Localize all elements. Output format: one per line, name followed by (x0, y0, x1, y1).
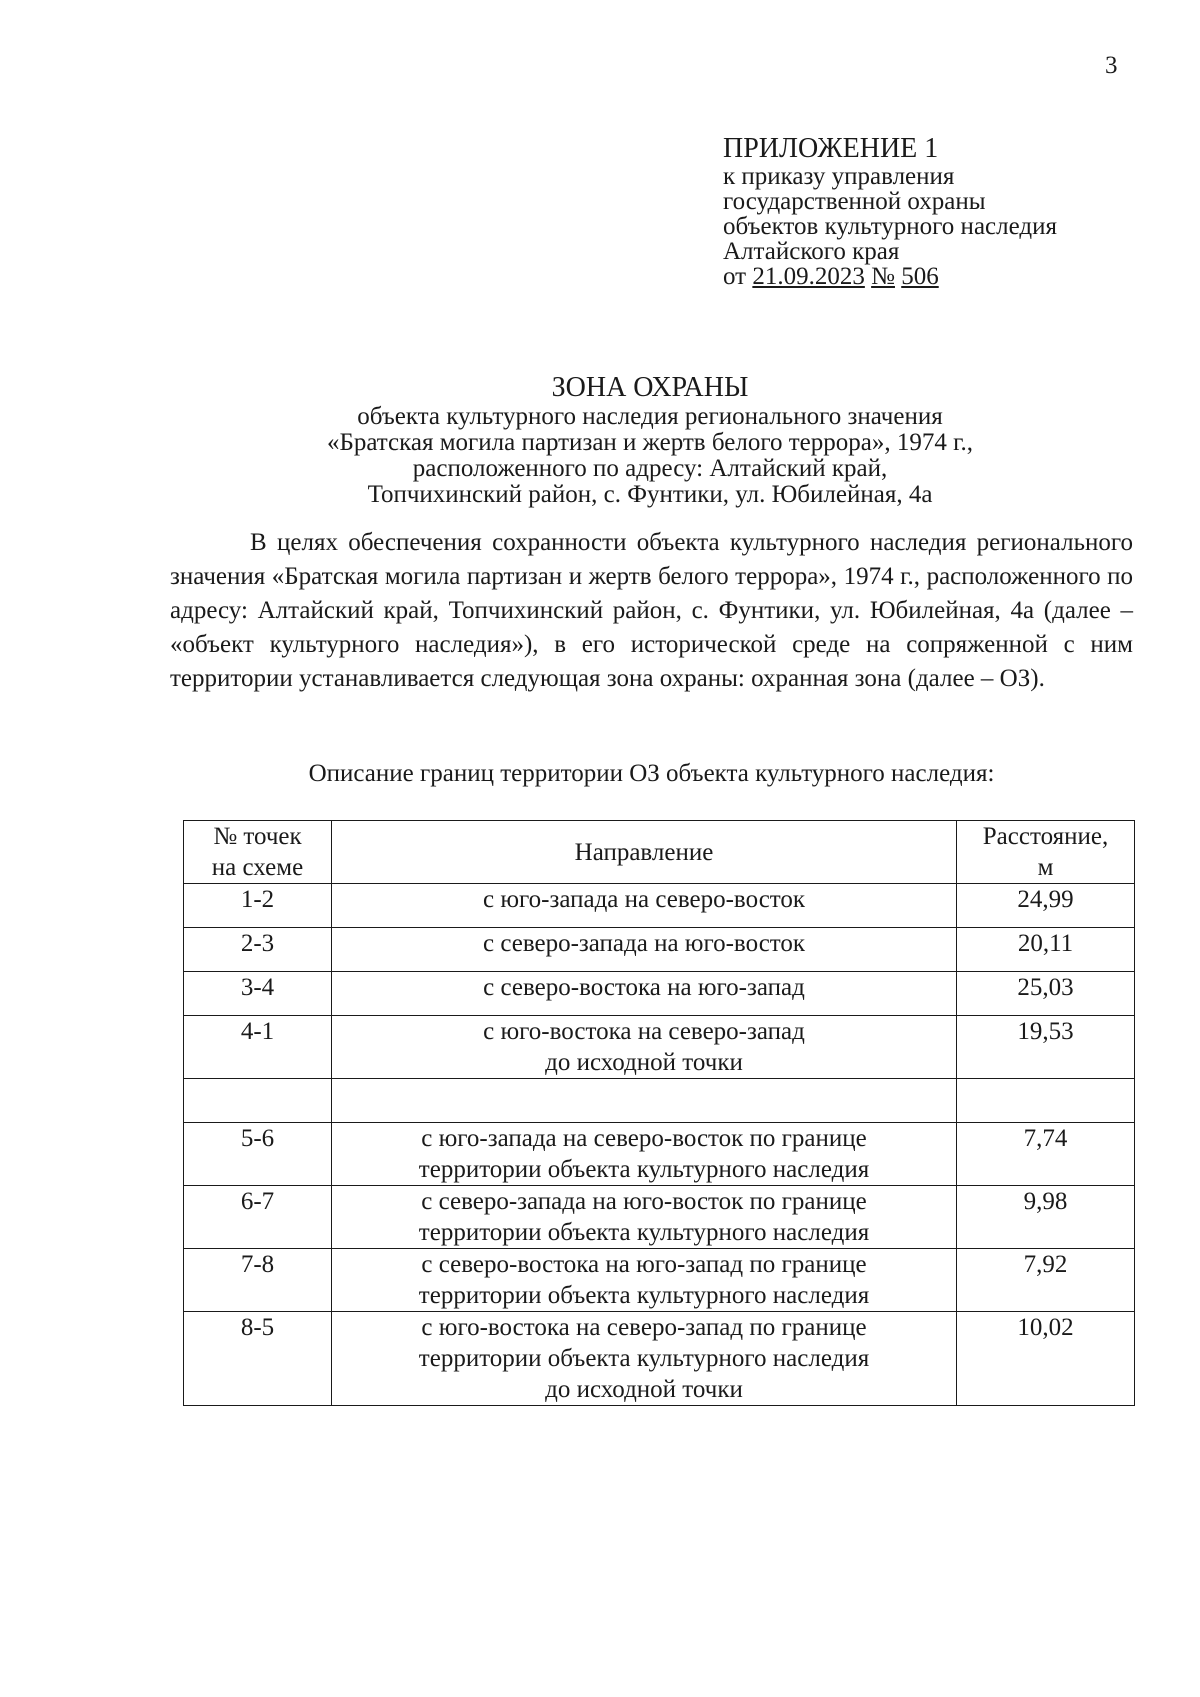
cell-direction (332, 1186, 957, 1249)
header-direction: Направление (332, 821, 957, 884)
body-paragraph: В целях обеспечения сохранности объекта культурного наследия регионального значения «Братская могила партизан и жертв белого террора», 1974 г., расположенного по адресу: Алтайский край, Топчихинский район, с. Фунтики, ул. Юбилейная, 4а (далее – «объект культурного наследия»), в его исторической среде на сопряженной с ним территории устанавливается следующая зона охраны: охранная зона (далее – ОЗ). (170, 529, 1133, 692)
direction-line: территории объекта культурного наследия (418, 1345, 870, 1372)
cell-points: 8-5 (184, 1312, 332, 1406)
cell-distance: 7,92 (957, 1249, 1135, 1312)
table-row (184, 928, 1135, 972)
appendix-line: объектов культурного наследия (723, 213, 1057, 240)
cell-distance: 25,03 (957, 972, 1135, 1016)
table-row (184, 1249, 1135, 1312)
table-row (184, 884, 1135, 928)
cell-distance: 7,74 (957, 1123, 1135, 1186)
table-header-row (184, 821, 1135, 884)
cell-direction (332, 1016, 957, 1079)
cell-distance: 10,02 (957, 1312, 1135, 1406)
table-row (184, 1079, 1135, 1123)
table-caption: Описание границ территории ОЗ объекта культурного наследия: (308, 760, 995, 787)
heading-title: ЗОНА ОХРАНЫ (551, 372, 749, 403)
cell-direction (332, 1123, 957, 1186)
table-row (184, 1123, 1135, 1186)
appendix-date-line (723, 264, 1057, 289)
cell-points: 3-4 (184, 972, 332, 1016)
direction-line: с юго-востока на северо-запад по границе (421, 1314, 867, 1341)
cell-distance: 19,53 (957, 1016, 1135, 1079)
direction-line: территории объекта культурного наследия (418, 1156, 870, 1183)
appendix-line: государственной охраны (723, 188, 986, 215)
cell-points: 5-6 (184, 1123, 332, 1186)
order-number: 506 (901, 263, 939, 290)
direction-line: с юго-запада на северо-восток (482, 886, 806, 913)
direction-line: до исходной точки (545, 1376, 743, 1403)
table-row (184, 1186, 1135, 1249)
header-points: № точек на схеме (184, 821, 332, 884)
cell-points: 6-7 (184, 1186, 332, 1249)
cell-direction (332, 1249, 957, 1312)
direction-line: с юго-запада на северо-восток по границе (421, 1125, 867, 1152)
cell-points (184, 1079, 332, 1123)
direction-line: с северо-востока на юго-запад (483, 974, 805, 1001)
document-heading (170, 372, 1130, 508)
cell-points: 1-2 (184, 884, 332, 928)
direction-line: с северо-запада на юго-восток (482, 930, 806, 957)
appendix-title: ПРИЛОЖЕНИЕ 1 (723, 133, 939, 164)
cell-points: 7-8 (184, 1249, 332, 1312)
cell-direction (332, 1079, 957, 1123)
body-text (170, 526, 1133, 696)
direction-line: с северо-запада на юго-восток по границе (421, 1188, 867, 1215)
table-row (184, 972, 1135, 1016)
date-prefix: от (723, 263, 747, 290)
appendix-line: Алтайского края (723, 238, 900, 265)
appendix-line: к приказу управления (723, 163, 955, 190)
table-row (184, 1016, 1135, 1079)
page-number: 3 (1105, 52, 1118, 79)
heading-line: «Братская могила партизан и жертв белого террора», 1974 г., (326, 429, 974, 456)
appendix-block (723, 134, 1057, 289)
order-date: 21.09.2023 (752, 263, 865, 290)
heading-line: расположенного по адресу: Алтайский край, (412, 455, 888, 482)
table-row (184, 1312, 1135, 1406)
heading-line: объекта культурного наследия регионального значения (357, 403, 943, 430)
cell-direction (332, 972, 957, 1016)
cell-distance: 20,11 (957, 928, 1135, 972)
number-prefix: № (871, 263, 895, 290)
table-body (184, 884, 1135, 1406)
direction-line: до исходной точки (545, 1049, 743, 1076)
direction-line: с северо-востока на юго-запад по границе (421, 1251, 867, 1278)
cell-points: 4-1 (184, 1016, 332, 1079)
direction-line: территории объекта культурного наследия (418, 1282, 870, 1309)
cell-direction (332, 928, 957, 972)
cell-distance (957, 1079, 1135, 1123)
heading-line: Топчихинский район, с. Фунтики, ул. Юбилейная, 4а (367, 481, 933, 508)
cell-direction (332, 884, 957, 928)
header-distance: Расстояние, м (957, 821, 1135, 884)
cell-distance: 24,99 (957, 884, 1135, 928)
boundary-table (183, 820, 1135, 1406)
cell-direction (332, 1312, 957, 1406)
cell-points: 2-3 (184, 928, 332, 972)
cell-distance: 9,98 (957, 1186, 1135, 1249)
direction-line: с юго-востока на северо-запад (483, 1018, 805, 1045)
direction-line: территории объекта культурного наследия (418, 1219, 870, 1246)
